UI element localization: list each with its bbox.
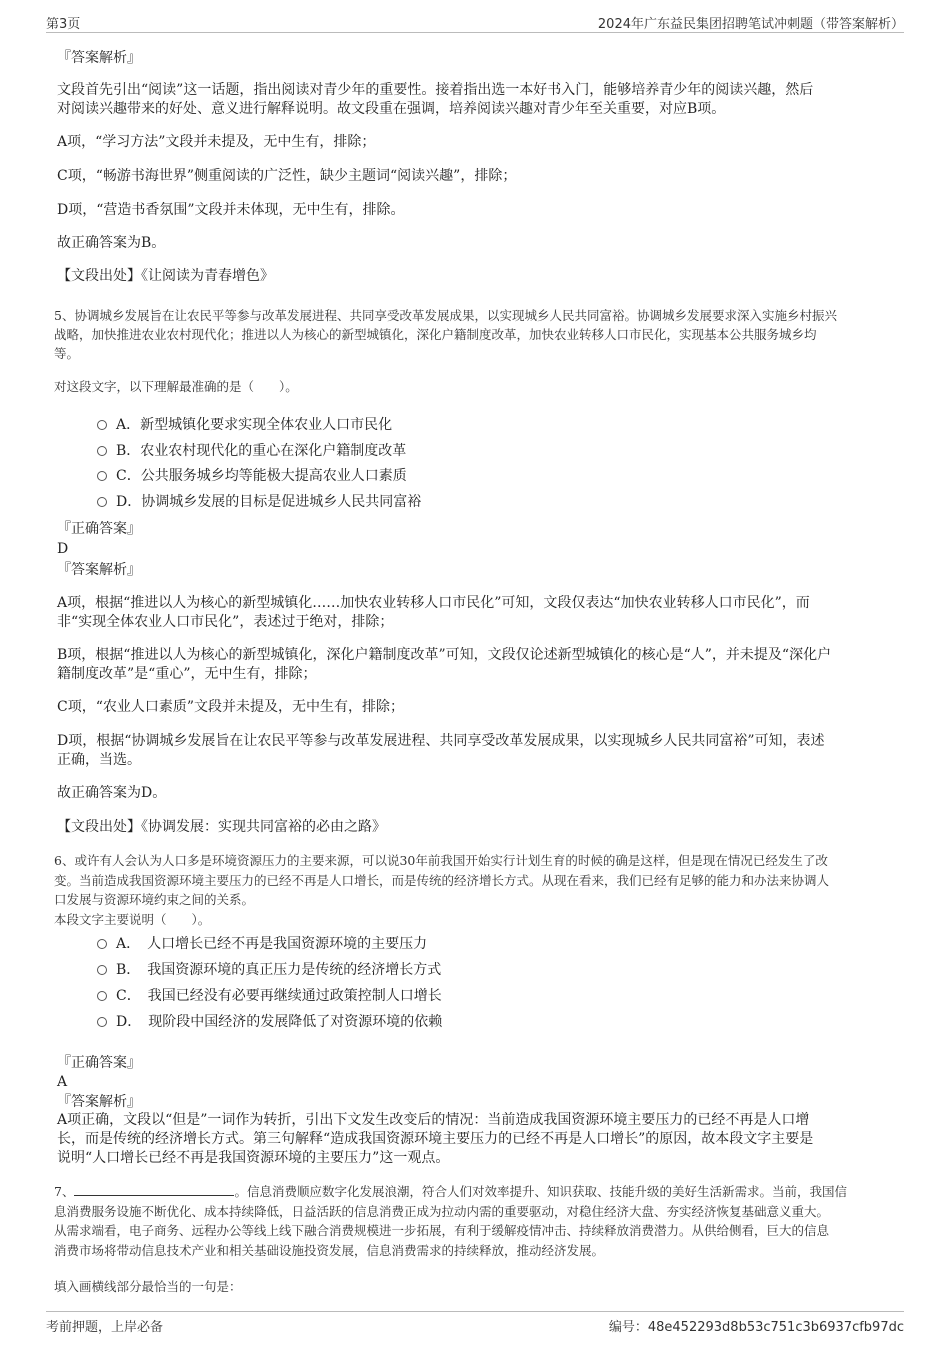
q6-option-b[interactable]: B． 我国资源环境的真正压力是传统的经济增长方式 — [97, 960, 441, 980]
q5-option-d[interactable]: D．协调城乡发展的目标是促进城乡人民共同富裕 — [97, 492, 421, 512]
radio-icon[interactable] — [97, 471, 107, 481]
footer-slogan: 考前押题，上岸必备 — [46, 1320, 164, 1335]
q6-option-c[interactable]: C． 我国已经没有必要再继续通过政策控制人口增长 — [97, 986, 442, 1006]
q4-source: 【文段出处】《让阅读为青春增色》 — [57, 268, 274, 284]
page-footer — [46, 1311, 904, 1336]
q6-answer: A — [57, 1074, 68, 1090]
radio-icon[interactable] — [97, 965, 107, 975]
q6-analysis-line-2: 长，而是传统的经济增长方式。第三句解释“造成我国资源环境主要压力的已经不再是人口增长”的原因，故本段文字主要是 — [57, 1131, 814, 1147]
fill-blank — [74, 1183, 234, 1196]
q5-stem-line-1: 5、协调城乡发展旨在让农民平等参与改革发展进程、共同享受改革发展成果，以实现城乡人民共同富裕。协调城乡发展要求深入实施乡村振兴 — [54, 308, 837, 323]
q5-analysis-c-1: C项，“农业人口素质”文段并未提及，无中生有，排除； — [57, 699, 405, 715]
q5-option-c[interactable]: C．公共服务城乡均等能极大提高农业人口素质 — [97, 466, 407, 486]
q5-analysis-b-2: 籍制度改革”是“重心”，无中生有，排除； — [57, 666, 317, 682]
q6-analysis-label: 『答案解析』 — [57, 1094, 141, 1110]
page-number: 第3页 — [46, 17, 81, 32]
q6-answer-label: 『正确答案』 — [57, 1055, 141, 1071]
page-header — [46, 10, 904, 33]
q7-stem-line-1: 7、 。信息消费顺应数字化发展浪潮，符合人们对效率提升、知识获取、技能升级的美好生活新需求。当前，我国信 — [54, 1184, 847, 1199]
q4-note-c: C项，“畅游书海世界”侧重阅读的广泛性，缺少主题词“阅读兴趣”，排除； — [57, 168, 517, 184]
q7-stem-line-2: 息消费服务设施不断优化、成本持续降低，日益活跃的信息消费正成为拉动内需的重要驱动，对稳住经济大盘、夯实经济恢复基础意义重大。 — [54, 1204, 830, 1219]
radio-icon[interactable] — [97, 939, 107, 949]
radio-icon[interactable] — [97, 991, 107, 1001]
q5-answer: D — [57, 541, 69, 557]
q5-conclusion: 故正确答案为D。 — [57, 785, 167, 801]
q4-note-a: A项，“学习方法”文段并未提及，无中生有，排除； — [57, 134, 376, 150]
q5-analysis-a-1: A项，根据“推进以人为核心的新型城镇化……加快农业转移人口市民化”可知，文段仅表达“加快农业转移人口市民化”，而 — [57, 595, 810, 611]
q6-question: 本段文字主要说明（ ）。 — [54, 912, 211, 927]
q5-answer-label: 『正确答案』 — [57, 521, 141, 537]
q5-question: 对这段文字，以下理解最准确的是（ ）。 — [54, 379, 298, 394]
q5-option-b[interactable]: B．农业农村现代化的重心在深化户籍制度改革 — [97, 441, 406, 461]
q5-stem-line-3: 等。 — [54, 346, 80, 361]
q4-conclusion: 故正确答案为B。 — [57, 235, 166, 251]
q5-option-a[interactable]: A．新型城镇化要求实现全体农业人口市民化 — [97, 415, 392, 435]
q5-analysis-a-2: 非“实现全体农业人口市民化”，表述过于绝对，排除； — [57, 614, 394, 630]
q7-stem-line-3: 从需求端看，电子商务、远程办公等线上线下融合消费规模进一步拓展，有利于缓解疫情冲击、持续释放消费潜力。从供给侧看，巨大的信息 — [54, 1223, 830, 1238]
q4-analysis-line-2: 对阅读兴趣带来的好处、意义进行解释说明。故文段重在强调，培养阅读兴趣对青少年至关重要，对应B项。 — [57, 101, 726, 117]
q4-note-d: D项，“营造书香氛围”文段并未体现，无中生有，排除。 — [57, 202, 405, 218]
q6-stem-line-1: 6、或许有人会认为人口多是环境资源压力的主要来源，可以说30年前我国开始实行计划生育的时候的确是这样，但是现在情况已经发生了改 — [54, 853, 828, 868]
q5-analysis-d-2: 正确，当选。 — [57, 752, 141, 768]
radio-icon[interactable] — [97, 1017, 107, 1027]
q6-stem-line-3: 口发展与资源环境约束之间的关系。 — [54, 892, 255, 907]
q6-analysis-line-3: 说明“人口增长已经不再是我国资源环境的主要压力”这一观点。 — [57, 1150, 450, 1166]
q7-question: 填入画横线部分最恰当的一句是： — [54, 1279, 242, 1294]
q4-analysis-label: 『答案解析』 — [57, 50, 141, 66]
radio-icon[interactable] — [97, 497, 107, 507]
q4-analysis-line-1: 文段首先引出“阅读”这一话题，指出阅读对青少年的重要性。接着指出选一本好书入门，能够培养青少年的阅读兴趣，然后 — [57, 82, 814, 98]
q6-option-a[interactable]: A． 人口增长已经不再是我国资源环境的主要压力 — [97, 934, 427, 954]
q5-stem-line-2: 战略，加快推进农业农村现代化；推进以人为核心的新型城镇化，深化户籍制度改革，加快农业转移人口市民化，实现基本公共服务城乡均 — [54, 327, 817, 342]
document-code: 编号：48e452293d8b53c751c3b6937cfb97dc — [608, 1320, 904, 1335]
q6-analysis-line-1: A项正确，文段以“但是”一词作为转折，引出下文发生改变后的情况：当前造成我国资源环境主要压力的已经不再是人口增 — [57, 1112, 810, 1128]
q5-source: 【文段出处】《协调发展：实现共同富裕的必由之路》 — [57, 819, 386, 835]
document-title: 2024年广东益民集团招聘笔试冲刺题（带答案解析） — [597, 17, 904, 32]
q7-stem-line-4: 消费市场将带动信息技术产业和相关基础设施投资发展，信息消费需求的持续释放，推动经济发展。 — [54, 1243, 605, 1258]
q6-stem-line-2: 变。当前造成我国资源环境主要压力的已经不再是人口增长，而是传统的经济增长方式。从现在看来，我们已经有足够的能力和办法来协调人 — [54, 873, 830, 888]
radio-icon[interactable] — [97, 420, 107, 430]
q5-analysis-b-1: B项，根据“推进以人为核心的新型城镇化，深化户籍制度改革”可知，文段仅论述新型城镇化的核心是“人”，并未提及“深化户 — [57, 647, 832, 663]
q5-analysis-d-1: D项，根据“协调城乡发展旨在让农民平等参与改革发展进程、共同享受改革发展成果，以实现城乡人民共同富裕”可知，表述 — [57, 733, 825, 749]
q5-analysis-label: 『答案解析』 — [57, 562, 141, 578]
q6-option-d[interactable]: D． 现阶段中国经济的发展降低了对资源环境的依赖 — [97, 1012, 442, 1032]
radio-icon[interactable] — [97, 446, 107, 456]
